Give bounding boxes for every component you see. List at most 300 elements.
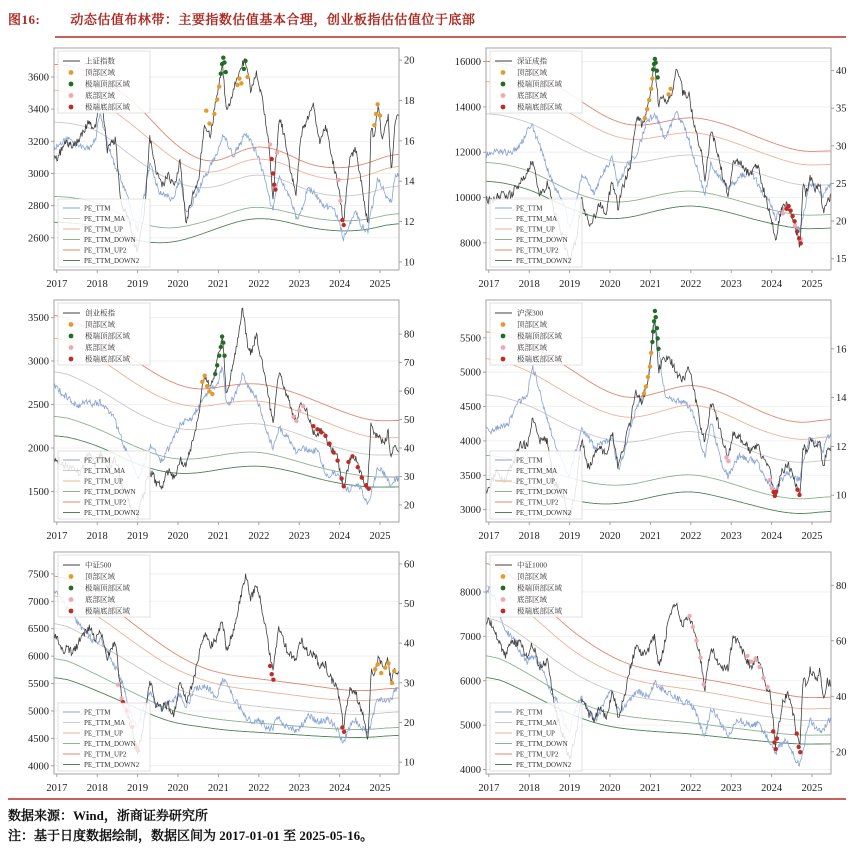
- legend-marker-label: 极端顶部区域: [517, 331, 562, 341]
- marker-dot: [654, 315, 658, 319]
- legend-marker-dot: [501, 93, 506, 98]
- right-tick-label: 60: [404, 559, 415, 571]
- legend-marker-dot: [501, 334, 506, 339]
- x-tick-label: 2017: [478, 531, 500, 542]
- legend-series-label: PE_TTM_DOWN: [516, 488, 568, 496]
- marker-dot: [774, 490, 778, 494]
- right-tick-label: 50: [404, 415, 415, 427]
- legend-marker-dot: [69, 322, 74, 327]
- x-tick-label: 2024: [329, 531, 351, 542]
- marker-dot: [222, 354, 226, 358]
- right-tick-label: 70: [404, 358, 415, 370]
- marker-dot: [372, 123, 376, 127]
- legend-series-label: PE_TTM_UP2: [84, 498, 127, 507]
- legend-marker-dot: [69, 345, 74, 350]
- right-tick-label: 25: [836, 178, 847, 190]
- marker-dot: [323, 434, 327, 438]
- marker-dot: [215, 97, 219, 101]
- marker-dot: [342, 223, 346, 227]
- legend-marker-label: 顶部区域: [85, 68, 115, 77]
- legend-marker-dot: [69, 574, 74, 579]
- right-tick-label: 18: [404, 95, 415, 107]
- marker-dot: [242, 67, 246, 71]
- left-tick-label: 3000: [460, 505, 481, 517]
- left-axis: [28, 313, 54, 498]
- legend-pe-series: [490, 451, 582, 519]
- marker-dot: [702, 682, 706, 686]
- left-axis: [28, 72, 54, 244]
- x-tick-label: 2021: [207, 279, 229, 290]
- left-tick-label: 5000: [460, 720, 481, 732]
- legend-series-label: PE_TTM_DOWN2: [84, 761, 140, 769]
- left-tick-label: 6000: [460, 676, 481, 688]
- legend-marker-label: 极端顶部区域: [85, 583, 130, 593]
- left-tick-label: 4000: [460, 436, 481, 448]
- x-tick-label: 2020: [167, 279, 189, 290]
- chart-panel-3: [0, 294, 432, 546]
- marker-dot: [390, 681, 394, 685]
- x-tick-label: 2020: [599, 531, 621, 542]
- legend-series-label: PE_TTM: [84, 708, 111, 717]
- legend-pe-series: [58, 199, 150, 267]
- legend-marker-dot: [501, 82, 506, 87]
- left-tick-label: 5500: [28, 679, 49, 691]
- marker-dot: [773, 494, 777, 498]
- legend-marker-label: 顶部区域: [517, 572, 547, 581]
- marker-dot: [757, 665, 761, 669]
- right-tick-label: 12: [404, 217, 415, 229]
- x-axis: [46, 270, 390, 290]
- x-tick-label: 2021: [639, 531, 661, 542]
- marker-dot: [761, 676, 765, 680]
- x-tick-label: 2019: [559, 783, 581, 794]
- x-tick-label: 2023: [720, 279, 742, 290]
- legend-marker-dot: [69, 70, 74, 75]
- legend-marker-label: 顶部区域: [517, 68, 547, 77]
- legend-series-label: PE_TTM_DOWN: [84, 236, 136, 244]
- marker-dot: [790, 214, 794, 218]
- marker-dot: [749, 660, 753, 664]
- marker-dot: [272, 183, 276, 187]
- legend-marker-label: 底部区域: [517, 595, 547, 604]
- marker-dot: [340, 218, 344, 222]
- x-tick-label: 2021: [207, 783, 229, 794]
- marker-dot: [649, 351, 653, 355]
- marker-dot: [644, 384, 648, 388]
- legend-series-label: PE_TTM_UP: [516, 225, 555, 234]
- x-tick-label: 2024: [761, 783, 783, 794]
- x-tick-label: 2025: [801, 279, 823, 290]
- right-tick-label: 15: [836, 254, 847, 266]
- marker-dot: [221, 56, 225, 60]
- x-tick-label: 2018: [518, 531, 540, 542]
- marker-dot: [338, 199, 342, 203]
- right-tick-label: 14: [836, 393, 847, 405]
- marker-dot: [243, 59, 247, 63]
- right-tick-label: 16: [836, 344, 847, 356]
- marker-dot: [271, 171, 275, 175]
- x-tick-label: 2022: [680, 783, 702, 794]
- legend-series-label: PE_TTM_UP2: [84, 246, 127, 255]
- marker-dot: [656, 75, 660, 79]
- charts-grid: [0, 38, 864, 798]
- right-tick-label: 10: [836, 490, 847, 502]
- marker-dot: [335, 458, 339, 462]
- left-tick-label: 10000: [454, 193, 481, 205]
- marker-dot: [219, 345, 223, 349]
- marker-dot: [788, 208, 792, 212]
- legend-index-name: 中证500: [85, 560, 112, 570]
- marker-dot: [350, 454, 354, 458]
- left-tick-label: 8000: [460, 238, 481, 250]
- valuation-band-chart: [0, 42, 432, 294]
- legend-marker-label: 极端底部区域: [517, 102, 562, 112]
- left-tick-label: 2600: [28, 233, 49, 245]
- marker-dot: [374, 112, 378, 116]
- marker-dot: [207, 121, 211, 125]
- marker-dot: [319, 430, 323, 434]
- marker-dot: [649, 87, 653, 91]
- legend-series-label: PE_TTM_MA: [516, 215, 558, 223]
- x-tick-label: 2020: [599, 783, 621, 794]
- left-tick-label: 7000: [460, 631, 481, 643]
- x-tick-label: 2017: [46, 783, 68, 794]
- legend-marker-dot: [501, 597, 506, 602]
- marker-dot: [647, 98, 651, 102]
- x-tick-label: 2017: [46, 279, 68, 290]
- legend-marker-label: 极端底部区域: [517, 606, 562, 616]
- legend-marker-label: 极端底部区域: [517, 354, 562, 364]
- chart-panel-4: [432, 294, 864, 546]
- x-tick-label: 2018: [518, 783, 540, 794]
- legend-series-label: PE_TTM_UP: [84, 225, 123, 234]
- left-tick-label: 3400: [28, 104, 49, 116]
- marker-dot: [235, 83, 239, 87]
- legend-series-label: PE_TTM_MA: [516, 467, 558, 475]
- valuation-band-chart: [432, 42, 864, 294]
- left-tick-label: 12000: [454, 147, 481, 159]
- left-tick-label: 4500: [460, 402, 481, 414]
- right-tick-label: 30: [836, 141, 847, 153]
- legend-marker-dot: [69, 82, 74, 87]
- x-tick-label: 2019: [559, 279, 581, 290]
- x-tick-label: 2018: [86, 279, 108, 290]
- marker-dot: [213, 372, 217, 376]
- legend-series-label: PE_TTM_DOWN: [516, 236, 568, 244]
- left-tick-label: 3000: [28, 356, 49, 368]
- marker-dot: [795, 229, 799, 233]
- legend-marker-dot: [501, 357, 506, 362]
- x-tick-label: 2023: [288, 279, 310, 290]
- marker-dot: [770, 486, 774, 490]
- legend-marker-label: 极端顶部区域: [517, 79, 562, 89]
- legend-index-name: 创业板指: [85, 308, 115, 318]
- left-tick-label: 14000: [454, 102, 481, 114]
- x-tick-label: 2020: [167, 783, 189, 794]
- marker-dot: [356, 465, 360, 469]
- legend-regions: [490, 303, 582, 365]
- left-tick-label: 3500: [460, 470, 481, 482]
- marker-dot: [786, 204, 790, 208]
- marker-dot: [797, 236, 801, 240]
- marker-dot: [793, 224, 797, 228]
- marker-dot: [342, 484, 346, 488]
- legend-series-label: PE_TTM: [84, 456, 111, 465]
- marker-dot: [666, 92, 670, 96]
- legend-series-label: PE_TTM_DOWN: [516, 740, 568, 748]
- legend-marker-label: 底部区域: [85, 343, 115, 352]
- marker-dot: [273, 187, 277, 191]
- legend-marker-label: 顶部区域: [85, 572, 115, 581]
- marker-dot: [687, 614, 691, 618]
- marker-dot: [219, 72, 223, 76]
- marker-dot: [798, 750, 802, 754]
- marker-dot: [268, 664, 272, 668]
- legend-regions: [490, 51, 582, 113]
- marker-dot: [775, 736, 779, 740]
- right-axis: [399, 330, 415, 512]
- marker-dot: [204, 109, 208, 113]
- marker-dot: [270, 157, 274, 161]
- left-tick-label: 4000: [28, 761, 49, 773]
- left-tick-label: 7000: [28, 596, 49, 608]
- chart-panel-6: [432, 546, 864, 798]
- marker-dot: [653, 57, 657, 61]
- chart-panel-1: [0, 42, 432, 294]
- legend-series-label: PE_TTM_DOWN2: [84, 509, 140, 517]
- right-tick-label: 14: [404, 176, 415, 188]
- x-tick-label: 2023: [720, 783, 742, 794]
- x-tick-label: 2022: [680, 531, 702, 542]
- x-tick-label: 2025: [369, 783, 391, 794]
- marker-dot: [772, 740, 776, 744]
- marker-dot: [271, 678, 275, 682]
- legend-series-label: PE_TTM_DOWN2: [516, 761, 572, 769]
- marker-dot: [656, 336, 660, 340]
- marker-dot: [205, 384, 209, 388]
- legend-marker-dot: [69, 93, 74, 98]
- data-source: 数据来源：Wind，浙商证券研究所: [8, 808, 208, 823]
- marker-dot: [645, 107, 649, 111]
- left-tick-label: 3200: [28, 136, 49, 148]
- x-tick-label: 2022: [680, 279, 702, 290]
- marker-dot: [653, 309, 657, 313]
- marker-dot: [379, 671, 383, 675]
- x-tick-label: 2023: [288, 783, 310, 794]
- legend-pe-series: [490, 703, 582, 771]
- legend-marker-dot: [69, 609, 74, 614]
- left-tick-label: 5500: [460, 333, 481, 345]
- marker-dot: [301, 404, 305, 408]
- marker-dot: [655, 326, 659, 330]
- marker-dot: [698, 656, 702, 660]
- pe-ttm-ma-line: [54, 624, 399, 715]
- marker-dot: [340, 725, 344, 729]
- legend-series-label: PE_TTM_UP2: [516, 750, 559, 759]
- legend-pe-series: [58, 451, 150, 519]
- legend-marker-dot: [501, 574, 506, 579]
- x-axis: [478, 270, 822, 290]
- legend-marker-label: 底部区域: [85, 91, 115, 100]
- left-axis: [460, 587, 486, 776]
- legend-pe-series: [58, 703, 150, 771]
- legend-series-label: PE_TTM: [84, 204, 111, 213]
- marker-dot: [342, 730, 346, 734]
- left-tick-label: 3500: [28, 312, 49, 324]
- legend-series-label: PE_TTM_UP: [516, 729, 555, 738]
- marker-dot: [797, 745, 801, 749]
- legend-series-label: PE_TTM_UP2: [516, 498, 559, 507]
- x-tick-label: 2025: [369, 531, 391, 542]
- marker-dot: [650, 340, 654, 344]
- marker-dot: [331, 450, 335, 454]
- x-tick-label: 2021: [207, 531, 229, 542]
- legend-marker-label: 顶部区域: [85, 320, 115, 329]
- right-tick-label: 16: [404, 136, 415, 148]
- x-tick-label: 2018: [86, 783, 108, 794]
- x-tick-label: 2019: [127, 783, 149, 794]
- marker-dot: [291, 415, 295, 419]
- marker-dot: [294, 419, 298, 423]
- legend-marker-dot: [501, 586, 506, 591]
- x-tick-label: 2024: [329, 279, 351, 290]
- legend-marker-dot: [69, 357, 74, 362]
- right-tick-label: 10: [404, 257, 415, 269]
- x-axis: [478, 774, 822, 794]
- marker-dot: [753, 657, 757, 661]
- legend-marker-label: 极端底部区域: [85, 102, 130, 112]
- legend-series-label: PE_TTM: [516, 456, 543, 465]
- marker-dot: [656, 347, 660, 351]
- marker-dot: [360, 475, 364, 479]
- left-tick-label: 2000: [28, 443, 49, 455]
- marker-dot: [651, 329, 655, 333]
- legend-regions: [58, 555, 150, 617]
- right-tick-label: 20: [404, 55, 415, 67]
- marker-dot: [691, 625, 695, 629]
- marker-dot: [795, 488, 799, 492]
- x-tick-label: 2017: [478, 783, 500, 794]
- marker-dot: [367, 487, 371, 491]
- marker-dot: [797, 493, 801, 497]
- legend-marker-dot: [501, 609, 506, 614]
- x-tick-label: 2022: [248, 531, 270, 542]
- marker-dot: [386, 661, 390, 665]
- marker-dot: [212, 112, 216, 116]
- marker-dot: [383, 666, 387, 670]
- marker-dot: [237, 76, 241, 80]
- right-tick-label: 30: [404, 471, 415, 483]
- marker-dot: [116, 683, 120, 687]
- marker-dot: [210, 392, 214, 396]
- marker-dot: [795, 731, 799, 735]
- marker-dot: [724, 455, 728, 459]
- marker-dot: [220, 334, 224, 338]
- legend-marker-label: 极端底部区域: [85, 354, 130, 364]
- left-axis: [460, 333, 486, 516]
- marker-dot: [339, 476, 343, 480]
- left-tick-label: 3600: [28, 72, 49, 84]
- right-axis: [831, 344, 847, 501]
- extreme-bottom-region-markers: [771, 488, 801, 499]
- legend-series-label: PE_TTM_DOWN: [84, 488, 136, 496]
- legend-marker-dot: [501, 105, 506, 110]
- right-tick-label: 12: [836, 441, 847, 453]
- legend-marker-dot: [69, 105, 74, 110]
- top-region-markers: [642, 351, 654, 396]
- right-tick-label: 80: [404, 329, 415, 341]
- right-tick-label: 80: [836, 580, 847, 592]
- x-tick-label: 2025: [801, 783, 823, 794]
- legend-pe-series: [490, 199, 582, 267]
- right-axis: [399, 56, 415, 269]
- left-tick-label: 6000: [28, 651, 49, 663]
- legend-regions: [490, 555, 582, 617]
- legend-series-label: PE_TTM_UP: [84, 477, 123, 486]
- legend-series-label: PE_TTM_MA: [84, 467, 126, 475]
- x-tick-label: 2021: [639, 279, 661, 290]
- x-axis: [46, 522, 390, 542]
- marker-dot: [781, 211, 785, 215]
- marker-dot: [668, 87, 672, 91]
- left-axis: [455, 57, 486, 249]
- legend-marker-label: 极端顶部区域: [85, 331, 130, 341]
- right-tick-label: 40: [836, 66, 847, 78]
- legend-marker-label: 底部区域: [517, 343, 547, 352]
- right-axis: [399, 559, 415, 768]
- legend-series-label: PE_TTM_DOWN2: [516, 509, 572, 517]
- marker-dot: [745, 654, 749, 658]
- marker-dot: [221, 341, 225, 345]
- left-tick-label: 8000: [460, 587, 481, 599]
- legend-marker-label: 底部区域: [517, 91, 547, 100]
- left-tick-label: 5000: [28, 706, 49, 718]
- legend-series-label: PE_TTM_UP: [516, 477, 555, 486]
- valuation-band-chart: [0, 294, 432, 546]
- chart-panel-5: [0, 546, 432, 798]
- legend-series-label: PE_TTM_UP: [84, 729, 123, 738]
- valuation-band-chart: [432, 546, 864, 798]
- left-tick-label: 7500: [28, 569, 49, 581]
- x-tick-label: 2025: [369, 279, 391, 290]
- marker-dot: [654, 61, 658, 65]
- right-tick-label: 60: [404, 386, 415, 398]
- left-tick-label: 6500: [28, 624, 49, 636]
- x-tick-label: 2023: [720, 531, 742, 542]
- x-tick-label: 2019: [559, 531, 581, 542]
- x-tick-label: 2024: [329, 783, 351, 794]
- marker-dot: [217, 354, 221, 358]
- legend-series-label: PE_TTM_UP2: [84, 750, 127, 759]
- marker-dot: [378, 113, 382, 117]
- x-tick-label: 2025: [801, 531, 823, 542]
- x-tick-label: 2019: [127, 279, 149, 290]
- marker-dot: [771, 729, 775, 733]
- figure-label: 图16:: [8, 12, 41, 27]
- marker-dot: [224, 70, 228, 74]
- marker-dot: [774, 747, 778, 751]
- legend-marker-label: 极端顶部区域: [85, 79, 130, 89]
- legend-series-label: PE_TTM: [516, 204, 543, 213]
- x-tick-label: 2018: [518, 279, 540, 290]
- marker-dot: [200, 380, 204, 384]
- marker-dot: [652, 319, 656, 323]
- left-tick-label: 4000: [460, 765, 481, 777]
- marker-dot: [643, 116, 647, 120]
- legend-index-name: 沪深300: [517, 308, 544, 318]
- right-tick-label: 20: [404, 500, 415, 512]
- legend-marker-dot: [69, 586, 74, 591]
